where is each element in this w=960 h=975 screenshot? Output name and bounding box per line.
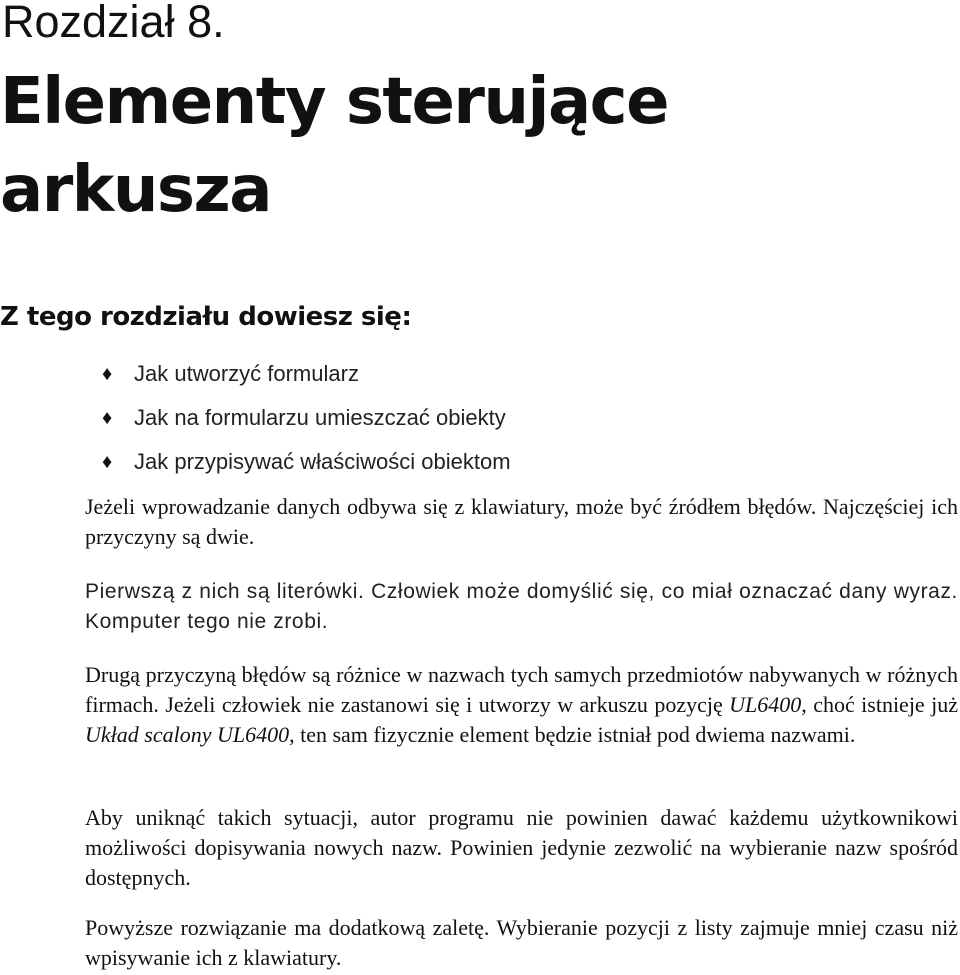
paragraph-text: Drugą przyczyną błędów są różnice w nazwach tych samych przedmiotów nabywanych w różnych firmach. Jeżeli człowiek nie zastanowi się i utworzy w arkuszu pozycję xyxy=(85,662,958,717)
objectives-list xyxy=(102,352,511,484)
diamond-bullet-icon: ♦ xyxy=(102,406,113,429)
objective-item xyxy=(102,396,511,440)
objectives-heading: Z tego rozdziału dowiesz się: xyxy=(0,302,412,332)
paragraph-input-errors: Jeżeli wprowadzanie danych odbywa się z klawiatury, może być źródłem błędów. Najczęściej ich przyczyny są dwie. xyxy=(85,494,958,549)
chapter-title-line-1: Elementy sterujące xyxy=(0,65,668,139)
paragraph-typos: Pierwszą z nich są literówki. Człowiek może domyślić się, co miał oznaczać dany wyraz. Komputer tego nie zrobi. xyxy=(85,580,958,633)
chapter-label: Rozdział 8. xyxy=(2,0,225,47)
objective-item xyxy=(102,352,511,396)
paragraph-text: , choć istnieje już xyxy=(801,692,958,717)
paragraph-solution: Aby uniknąć takich sytuacji, autor programu nie powinien dawać każdemu użytkownikowi możliwości dopisywania nowych nazw. Powinien jedynie zezwolić na wybieranie nazw spośród dostępnych. xyxy=(85,805,958,890)
paragraph-advantage: Powyższe rozwiązanie ma dodatkową zaletę. Wybieranie pozycji z listy zajmuje mniej czasu niż wpisywanie ich z klawiatury. xyxy=(85,915,958,970)
objective-text: Jak na formularzu umieszczać obiekty xyxy=(134,405,506,430)
paragraph-naming-differences xyxy=(85,660,958,750)
chapter-title-line-2: arkusza xyxy=(0,153,271,227)
paragraph-text: , ten sam fizycznie element będzie istniał pod dwiema nazwami. xyxy=(289,722,856,747)
diamond-bullet-icon: ♦ xyxy=(102,450,113,473)
diamond-bullet-icon: ♦ xyxy=(102,362,113,385)
objective-text: Jak utworzyć formularz xyxy=(134,361,359,386)
chapter-title xyxy=(0,58,950,234)
objective-item xyxy=(102,440,511,484)
emphasis-item-name: Układ scalony UL6400 xyxy=(85,722,290,747)
emphasis-item-code: UL6400 xyxy=(729,692,802,717)
objective-text: Jak przypisywać właściwości obiektom xyxy=(134,449,511,474)
